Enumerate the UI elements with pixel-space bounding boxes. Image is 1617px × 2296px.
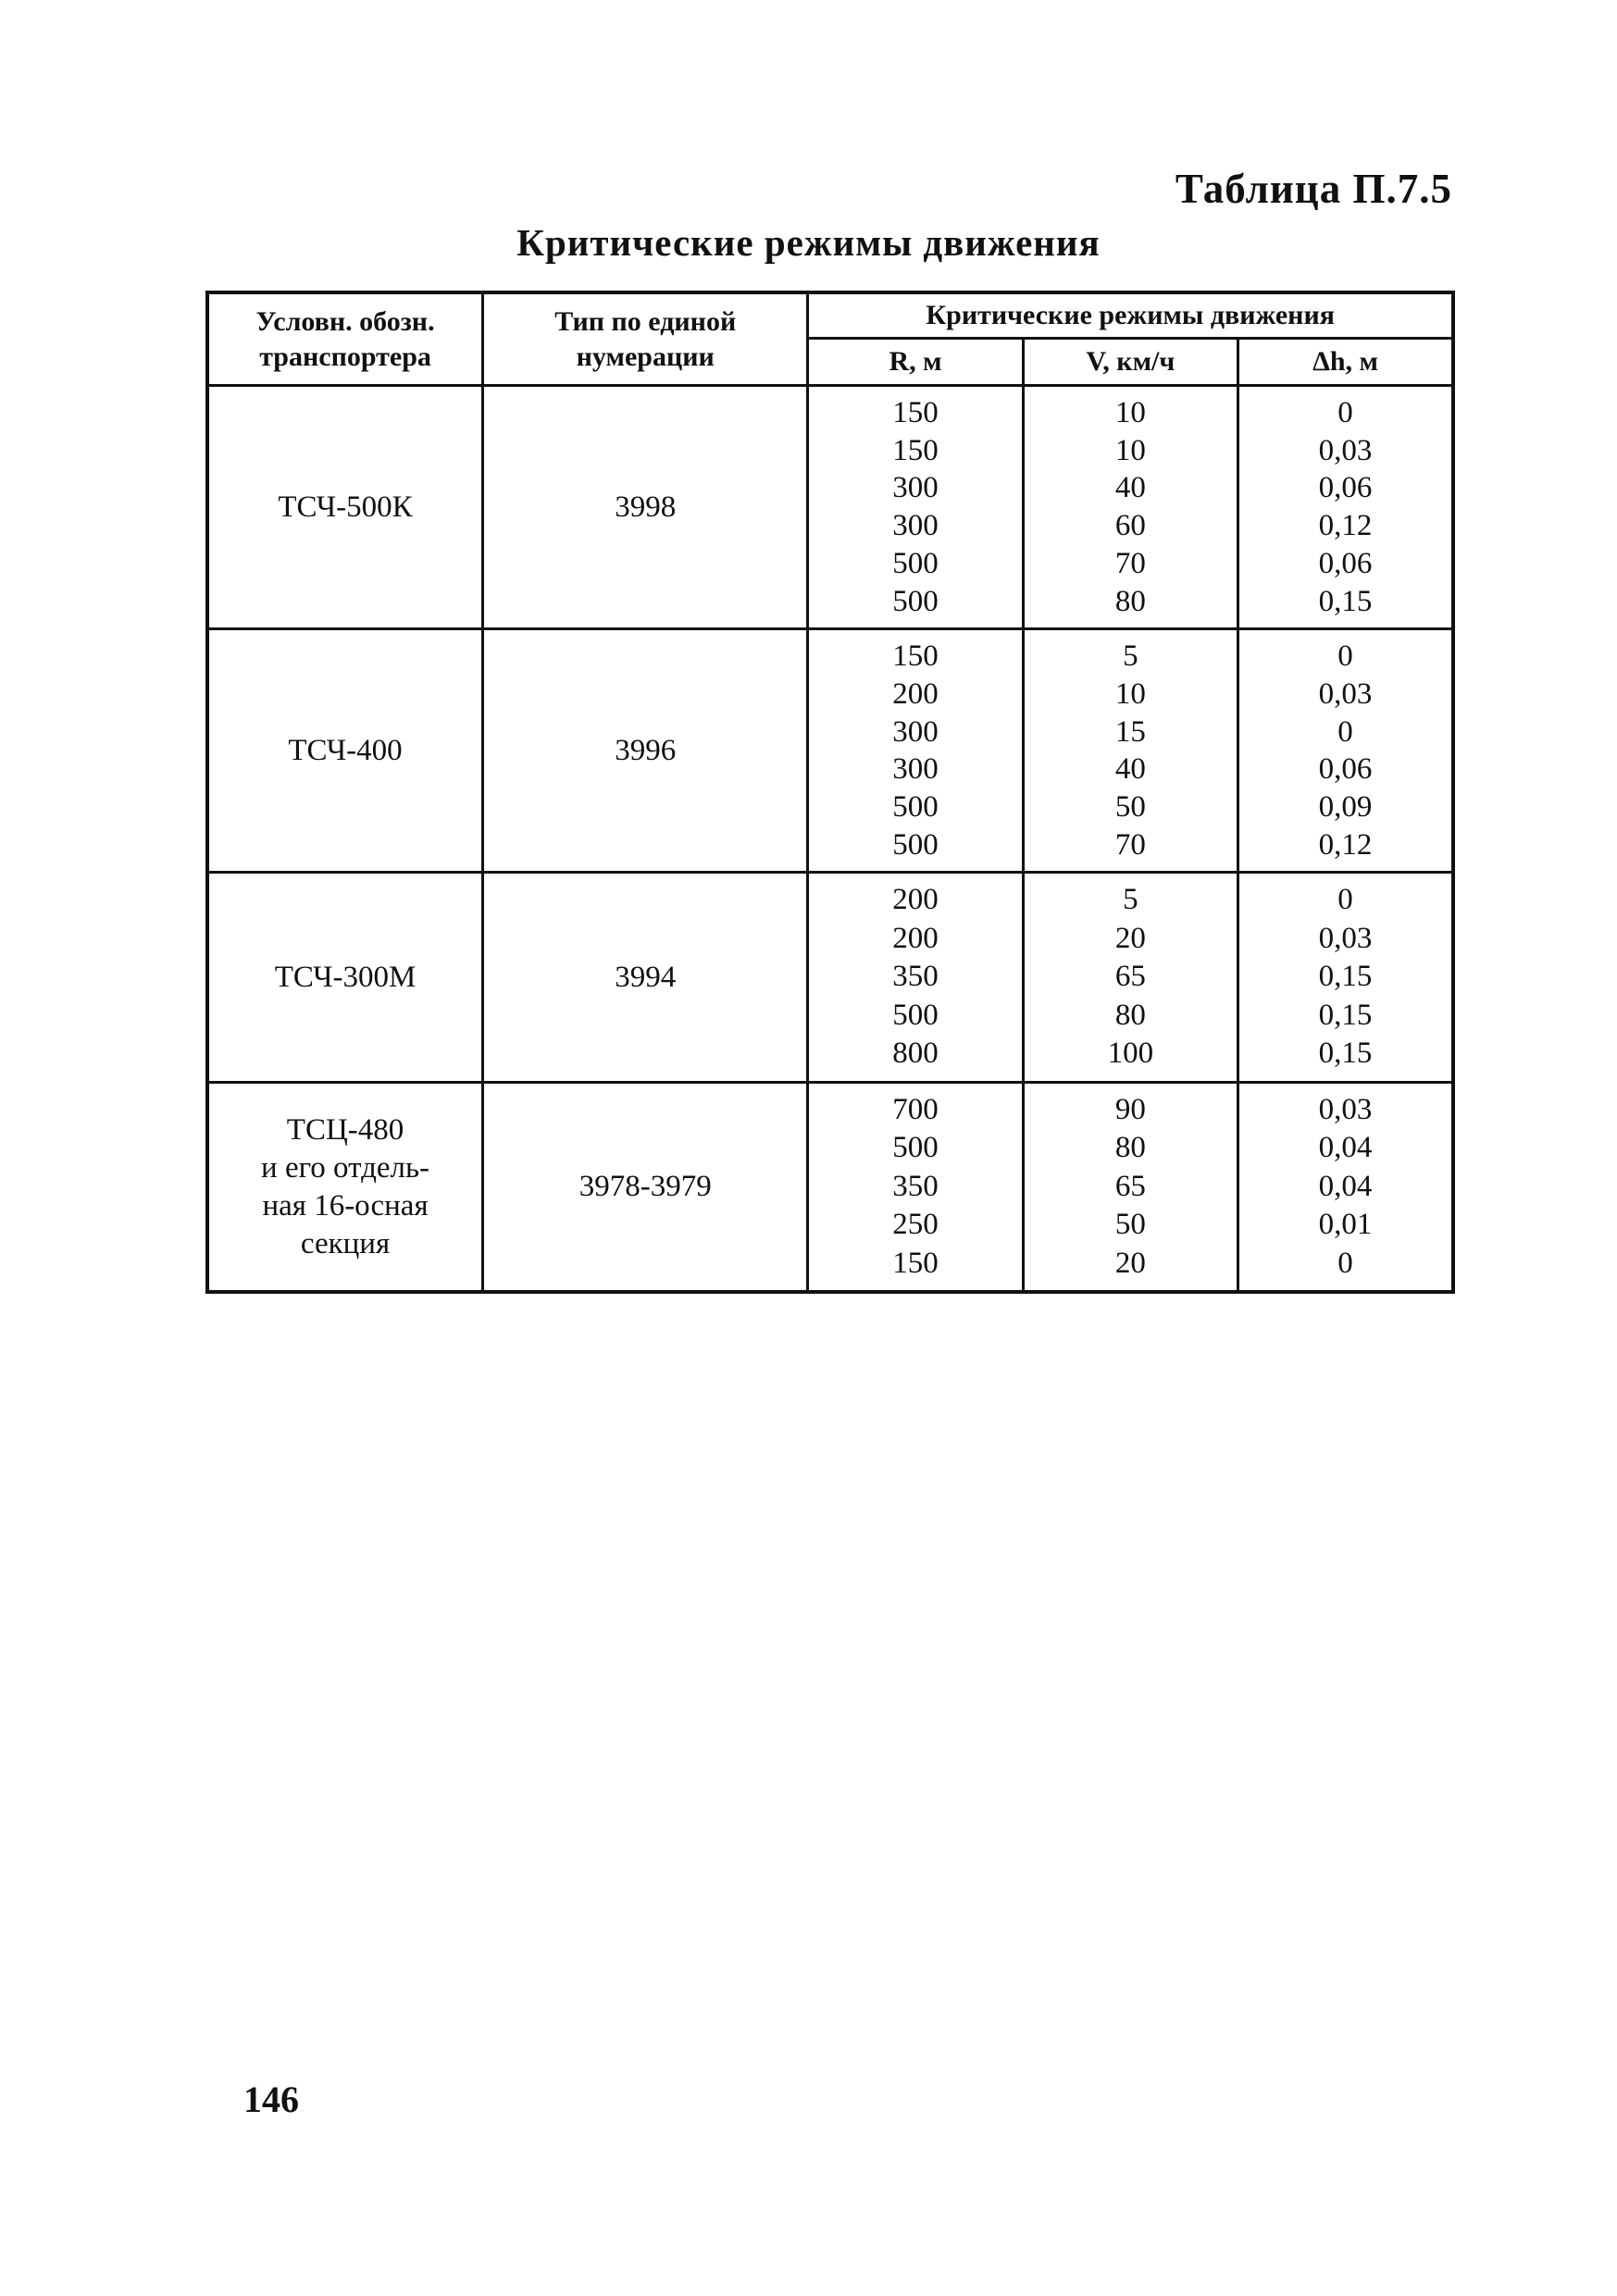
v-value: 10: [1114, 433, 1146, 467]
table-label: Таблица П.7.5: [1175, 166, 1452, 212]
r-value: 150: [892, 1246, 939, 1280]
header-transporter: Условн. обозн. транспортера: [207, 292, 483, 386]
dh-value: 0,15: [1318, 1036, 1373, 1071]
dh-value: 0,15: [1318, 998, 1373, 1032]
transporter-name-line: секция: [300, 1226, 391, 1260]
v-value: 40: [1114, 471, 1146, 505]
dh-value: 0: [1337, 639, 1353, 674]
r-values: [808, 1082, 1023, 1292]
transporter-name-line: и его отдель-: [261, 1150, 430, 1185]
v-value: 70: [1114, 546, 1146, 580]
dh-value: 0: [1337, 1246, 1353, 1280]
transporter-name: [207, 386, 483, 629]
table-row: [207, 1082, 1453, 1292]
transporter-name-line: ТСЦ-480: [286, 1112, 404, 1147]
dh-value: 0,12: [1318, 509, 1373, 543]
v-values: [1023, 629, 1238, 873]
v-values: [1023, 386, 1238, 629]
transporter-name-line: ТСЧ-500К: [278, 490, 413, 524]
header-critical-modes: Критические режимы движения: [808, 292, 1453, 339]
dh-value: 0: [1337, 714, 1353, 749]
r-value: 150: [892, 396, 939, 429]
r-value: 500: [892, 1131, 939, 1165]
table-row: [207, 386, 1453, 629]
dh-value: 0,09: [1318, 790, 1373, 825]
r-value: 300: [892, 509, 939, 543]
dh-value: 0,06: [1318, 471, 1373, 505]
v-value: 40: [1114, 752, 1146, 787]
dh-value: 0,04: [1318, 1131, 1373, 1165]
v-value: 10: [1114, 396, 1146, 429]
dh-value: 0,03: [1318, 433, 1373, 467]
r-value: 350: [892, 960, 939, 994]
r-value: 700: [892, 1092, 939, 1126]
transporter-name: [207, 1082, 483, 1292]
transporter-name-line: ТСЧ-400: [288, 733, 403, 767]
r-values: [808, 873, 1023, 1083]
v-value: 65: [1114, 960, 1146, 994]
dh-value: 0: [1337, 883, 1353, 917]
dh-value: 0,06: [1318, 752, 1373, 787]
r-value: 500: [892, 584, 939, 618]
r-value: 500: [892, 827, 939, 862]
v-value: 100: [1107, 1036, 1154, 1071]
type-number: 3998: [483, 386, 808, 629]
r-value: 200: [892, 883, 939, 917]
transporter-name: [207, 873, 483, 1083]
header-r: R, м: [808, 339, 1023, 386]
v-value: 65: [1114, 1169, 1146, 1203]
v-values: [1023, 1082, 1238, 1292]
type-number: 3996: [483, 629, 808, 873]
dh-value: 0,12: [1318, 827, 1373, 862]
v-value: 80: [1114, 1131, 1146, 1165]
v-value: 20: [1114, 1246, 1146, 1280]
type-number: 3994: [483, 873, 808, 1083]
v-value: 90: [1114, 1092, 1146, 1126]
dh-value: 0,03: [1318, 676, 1373, 711]
r-value: 300: [892, 471, 939, 505]
dh-values: [1238, 629, 1453, 873]
r-value: 500: [892, 998, 939, 1032]
page-number: 146: [243, 2079, 299, 2120]
v-value: 15: [1114, 714, 1146, 749]
v-value: 20: [1114, 921, 1146, 955]
dh-value: 0: [1337, 396, 1353, 429]
v-value: 70: [1114, 827, 1146, 862]
r-value: 500: [892, 790, 939, 825]
r-value: 200: [892, 921, 939, 955]
transporter-name: [207, 629, 483, 873]
critical-modes-table: [205, 291, 1455, 1294]
v-values: [1023, 873, 1238, 1083]
dh-value: 0,03: [1318, 921, 1373, 955]
header-v: V, км/ч: [1023, 339, 1238, 386]
r-values: [808, 629, 1023, 873]
dh-value: 0,01: [1318, 1208, 1373, 1242]
dh-value: 0,03: [1318, 1092, 1373, 1126]
v-value: 50: [1114, 1208, 1146, 1242]
type-number: 3978-3979: [483, 1082, 808, 1292]
r-value: 800: [892, 1036, 939, 1071]
header-type: Тип по единой нумерации: [483, 292, 808, 386]
v-value: 5: [1123, 639, 1138, 674]
r-value: 250: [892, 1208, 939, 1242]
r-value: 150: [892, 639, 939, 674]
v-value: 60: [1114, 509, 1146, 543]
dh-value: 0,06: [1318, 546, 1373, 580]
dh-value: 0,15: [1318, 960, 1373, 994]
r-value: 300: [892, 752, 939, 787]
v-value: 10: [1114, 676, 1146, 711]
table-title: Критические режимы движения: [516, 221, 1101, 264]
table-row: [207, 629, 1453, 873]
dh-value: 0,04: [1318, 1169, 1373, 1203]
r-values: [808, 386, 1023, 629]
v-value: 80: [1114, 998, 1146, 1032]
r-value: 500: [892, 546, 939, 580]
dh-values: [1238, 1082, 1453, 1292]
r-value: 150: [892, 433, 939, 467]
r-value: 200: [892, 676, 939, 711]
r-value: 300: [892, 714, 939, 749]
header-dh: Δh, м: [1238, 339, 1453, 386]
r-value: 350: [892, 1169, 939, 1203]
dh-values: [1238, 873, 1453, 1083]
v-value: 50: [1114, 790, 1146, 825]
dh-value: 0,15: [1318, 584, 1373, 618]
v-value: 5: [1123, 883, 1138, 917]
transporter-name-line: ТСЧ-300М: [274, 960, 417, 994]
dh-values: [1238, 386, 1453, 629]
v-value: 80: [1114, 584, 1146, 618]
table-row: [207, 873, 1453, 1083]
transporter-name-line: ная 16-осная: [262, 1188, 429, 1222]
